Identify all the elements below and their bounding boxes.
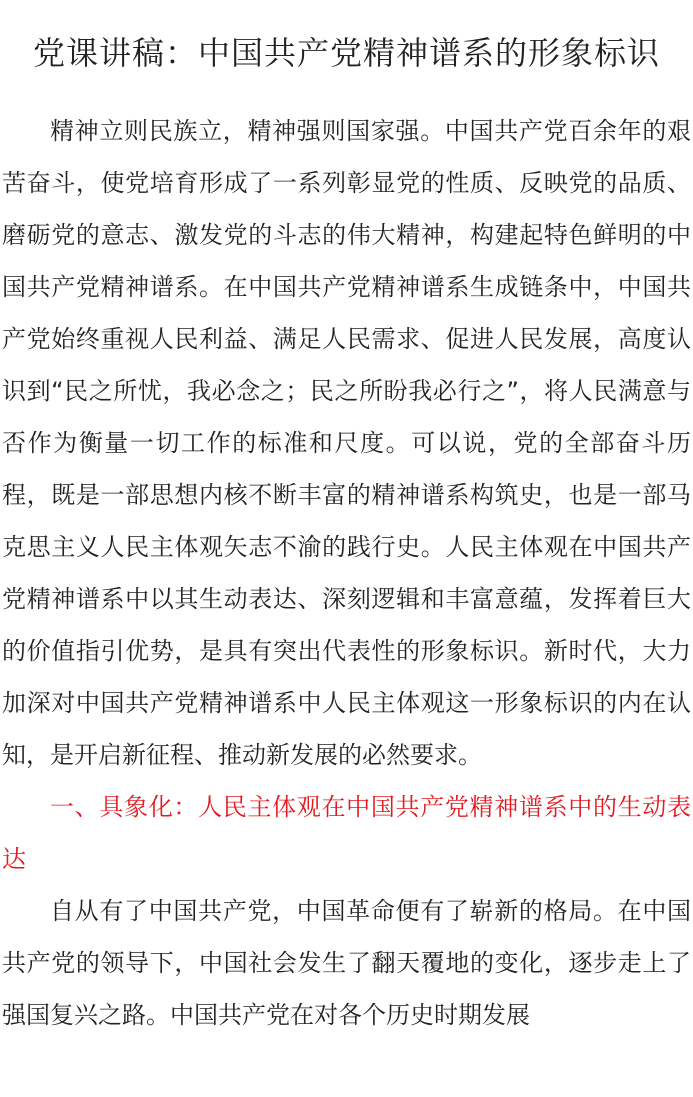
article-title: 党课讲稿：中国共产党精神谱系的形象标识: [32, 34, 660, 72]
section-heading: 一、具象化：人民主体观在中国共产党精神谱系中的生动表达: [2, 793, 691, 873]
section-paragraph: 自从有了中国共产党，中国革命便有了崭新的格局。在中国共产党的领导下，中国社会发生了翻天覆地的变化，逐步走上了强国复兴之路。中国共产党在对各个历史时期发展: [2, 897, 691, 1029]
article-body: [2, 105, 691, 1041]
intro-paragraph: 精神立则民族立，精神强则国家强。中国共产党百余年的艰苦奋斗，使党培育形成了一系列彰显党的性质、反映党的品质、磨砺党的意志、激发党的斗志的伟大精神，构建起特色鲜明的中国共产党精神谱系。在中国共产党精神谱系生成链条中，中国共产党始终重视人民利益、满足人民需求、促进人民发展，高度认识到“民之所忧，我必念之；民之所盼我必行之”，将人民满意与否作为衡量一切工作的标准和尺度。可以说，党的全部奋斗历程，既是一部思想内核不断丰富的精神谱系构筑史，也是一部马克思主义人民主体观矢志不渝的践行史。人民主体观在中国共产党精神谱系中以其生动表达、深刻逻辑和丰富意蕴，发挥着巨大的价值指引优势，是具有突出代表性的形象标识。新时代，大力加深对中国共产党精神谱系中人民主体观这一形象标识的内在认知，是开启新征程、推动新发展的必然要求。: [2, 117, 691, 769]
